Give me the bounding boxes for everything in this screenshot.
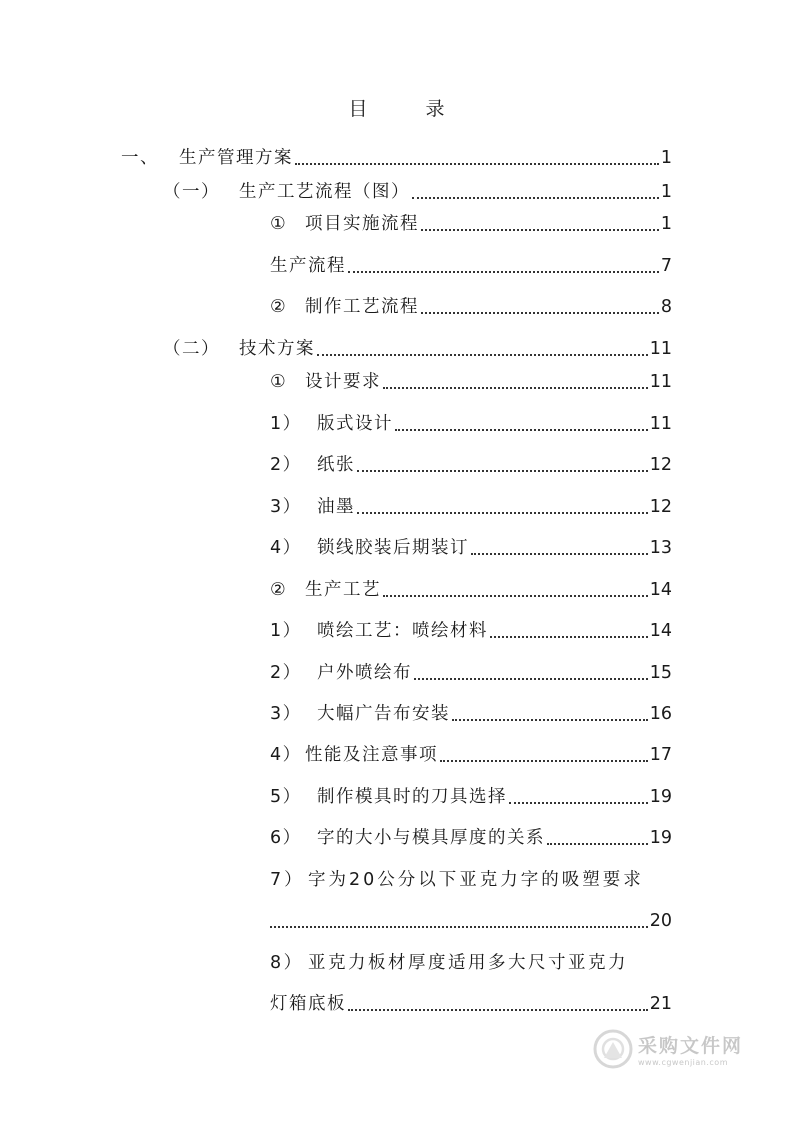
- leader-dots: [509, 802, 648, 804]
- toc-entry[interactable]: [163, 336, 672, 362]
- toc-entry-continued[interactable]: [270, 991, 672, 1017]
- toc-page-number: 11: [649, 372, 672, 392]
- toc-page-number: 15: [649, 663, 672, 683]
- toc-entry[interactable]: [270, 701, 672, 727]
- toc-entry[interactable]: [270, 369, 672, 395]
- toc-entry-label: 4） 锁线胶装后期装订: [270, 538, 469, 558]
- page-title: 目 录: [348, 98, 471, 120]
- leader-dots: [414, 678, 648, 680]
- leader-dots: [270, 926, 648, 928]
- toc-page-number: 12: [649, 497, 672, 517]
- toc-entry[interactable]: [270, 411, 672, 437]
- toc-entry-label: 3） 大幅广告布安装: [270, 704, 450, 724]
- toc-page-number: 12: [649, 455, 672, 475]
- toc-entry-label: 6） 字的大小与模具厚度的关系: [270, 828, 545, 848]
- toc-entry-label: 7） 字为20公分以下亚克力字的吸塑要求: [270, 870, 644, 890]
- toc-page-number: 11: [649, 339, 672, 359]
- toc-entry[interactable]: [270, 494, 672, 520]
- toc-entry-label: 1） 喷绘工艺：喷绘材料: [270, 621, 488, 641]
- toc-page-number: 8: [660, 297, 672, 317]
- watermark-logo-icon: [592, 1028, 634, 1070]
- leader-dots: [412, 197, 659, 199]
- leader-dots: [383, 387, 648, 389]
- toc-entry-label: ② 生产工艺: [270, 580, 381, 600]
- toc-entry-label: 2） 纸张: [270, 455, 355, 475]
- toc-entry-label: 3） 油墨: [270, 497, 355, 517]
- toc-entry-label: ② 制作工艺流程: [270, 297, 419, 317]
- leader-dots: [471, 553, 648, 555]
- leader-dots: [357, 512, 648, 514]
- toc-page-number: 20: [649, 911, 672, 931]
- leader-dots: [357, 470, 648, 472]
- leader-dots: [348, 271, 659, 273]
- watermark-name: 采购文件网: [638, 1035, 744, 1057]
- toc-entry-label: （一） 生产工艺流程（图）: [163, 182, 410, 202]
- toc-entry-label: 1） 版式设计: [270, 414, 393, 434]
- toc-entry[interactable]: [121, 145, 672, 171]
- toc-entry[interactable]: [270, 618, 672, 644]
- leader-dots: [383, 595, 648, 597]
- leader-dots: [295, 163, 659, 165]
- toc-entry[interactable]: [270, 825, 672, 851]
- leader-dots: [317, 354, 648, 356]
- leader-dots: [421, 312, 659, 314]
- toc-entry[interactable]: [270, 742, 672, 768]
- leader-dots: [440, 760, 648, 762]
- toc-entry[interactable]: [270, 452, 672, 478]
- toc-page-number: 7: [660, 256, 672, 276]
- toc-entry[interactable]: [270, 211, 672, 237]
- leader-dots: [421, 229, 659, 231]
- toc-page-number: 17: [649, 745, 672, 765]
- toc-page-number: 19: [649, 828, 672, 848]
- leader-dots: [490, 636, 648, 638]
- toc-page-number: 11: [649, 414, 672, 434]
- toc-page-number: 21: [649, 994, 672, 1014]
- leader-dots: [348, 1009, 648, 1011]
- toc-entry[interactable]: [270, 294, 672, 320]
- toc-page-number: 1: [660, 182, 672, 202]
- toc-entry[interactable]: [270, 908, 672, 934]
- leader-dots: [452, 719, 648, 721]
- toc-entry-label: ① 设计要求: [270, 372, 381, 392]
- toc-entry-label: 5） 制作模具时的刀具选择: [270, 787, 507, 807]
- toc-entry-label: 2） 户外喷绘布: [270, 663, 412, 683]
- toc-page-number: 14: [649, 621, 672, 641]
- toc-entry[interactable]: [270, 253, 672, 279]
- toc-entry[interactable]: [163, 179, 672, 205]
- toc-entry[interactable]: [270, 577, 672, 603]
- leader-dots: [395, 429, 648, 431]
- toc-page-number: 16: [649, 704, 672, 724]
- toc-entry-label: ① 项目实施流程: [270, 214, 419, 234]
- toc-page-number: 13: [649, 538, 672, 558]
- toc-entry-label-continued: 灯箱底板: [270, 994, 346, 1014]
- watermark: [592, 1025, 752, 1073]
- toc-entry-label: 4） 性能及注意事项: [270, 745, 438, 765]
- toc-entry[interactable]: [270, 950, 672, 976]
- toc-entry-label: 生产流程: [270, 256, 346, 276]
- toc-entry-label: 一、 生产管理方案: [121, 148, 293, 168]
- toc-page-number: 1: [660, 214, 672, 234]
- toc-page-number: 14: [649, 580, 672, 600]
- toc-entry[interactable]: [270, 784, 672, 810]
- toc-entry-label: （二） 技术方案: [163, 339, 315, 359]
- toc-entry-label: 8） 亚克力板材厚度适用多大尺寸亚克力: [270, 953, 628, 973]
- toc-page-number: 19: [649, 787, 672, 807]
- toc-page-number: 1: [660, 148, 672, 168]
- toc-entry[interactable]: [270, 535, 672, 561]
- toc-entry[interactable]: [270, 660, 672, 686]
- watermark-url: www.cgwenjian.com: [638, 1058, 728, 1067]
- leader-dots: [547, 843, 648, 845]
